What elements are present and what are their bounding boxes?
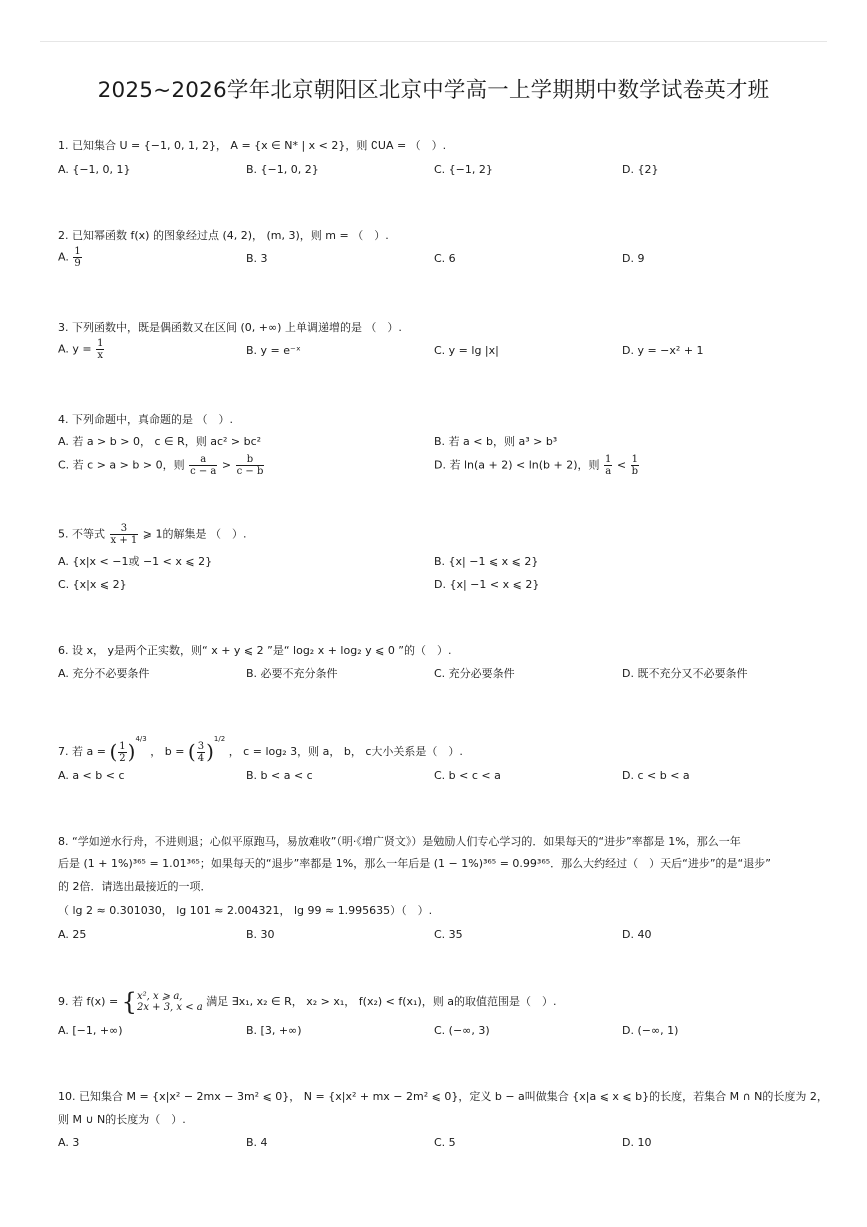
question-9-stem — [58, 990, 556, 1014]
comparison-sign: < — [616, 458, 627, 472]
question-3-option-c[interactable]: C. y = lg |x| — [434, 344, 499, 357]
question-9-option-c[interactable]: C. (−∞, 3) — [434, 1024, 490, 1037]
question-7-option-c[interactable]: C. b < c < a — [434, 769, 501, 782]
question-8-line-3: 的 2倍．请选出最接近的一项． — [58, 880, 212, 893]
denominator: x — [97, 350, 104, 361]
question-10-option-c[interactable]: C. 5 — [434, 1136, 456, 1149]
question-10-option-b[interactable]: B. 4 — [246, 1136, 268, 1149]
question-3-option-a[interactable] — [58, 338, 105, 361]
paren-open: ( — [109, 739, 118, 764]
fraction — [604, 454, 612, 477]
question-9-option-d[interactable]: D. (−∞, 1) — [622, 1024, 679, 1037]
question-6-option-b[interactable]: B. 必要不充分条件 — [246, 667, 338, 680]
question-1-option-b[interactable]: B. {−1, 0, 2} — [246, 163, 319, 176]
header-divider — [40, 41, 827, 42]
denominator: 2 — [119, 752, 126, 764]
paren-open: ( — [187, 739, 196, 764]
denominator: b — [631, 466, 639, 477]
question-1-stem: 1. 已知集合 U = {−1, 0, 1, 2}， A = {x ∈ N* | x < 2}，则 ∁UA = （ ）. — [58, 139, 447, 152]
question-7-option-a[interactable]: A. a < b < c — [58, 769, 125, 782]
stem-text: ⩾ 1的解集是 （ ）. — [142, 527, 247, 541]
brace: { — [121, 988, 137, 1016]
question-10-option-a[interactable]: A. 3 — [58, 1136, 80, 1149]
stem-text: 满足 ∃x₁, x₂ ∈ R， x₂ > x₁， f(x₂) < f(x₁)，则 a的取值范围是（ ）. — [206, 995, 557, 1008]
denominator: x + 1 — [110, 535, 138, 546]
question-10-line-1: 10. 已知集合 M = {x|x² − 2mx − 3m² ⩽ 0}， N = {x|x² + mx − 2m² ⩽ 0}，定义 b − a叫做集合 {x|a ⩽ x ⩽ b}的长度，若集合 M ∩ N的长度为 2， — [58, 1090, 828, 1103]
question-4-option-b[interactable]: B. 若 a < b，则 a³ > b³ — [434, 435, 558, 448]
question-2-option-d[interactable]: D. 9 — [622, 252, 645, 265]
fraction — [236, 454, 265, 477]
case-1: x², x ⩾ a, — [136, 991, 183, 1002]
question-1-option-c[interactable]: C. {−1, 2} — [434, 163, 493, 176]
question-5-option-c[interactable]: C. {x|x ⩽ 2} — [58, 578, 127, 591]
numerator: 3 — [197, 740, 205, 752]
paren-close: ) — [206, 739, 214, 764]
question-8-option-b[interactable]: B. 30 — [246, 928, 275, 941]
stem-text: 5. 不等式 — [58, 527, 105, 541]
question-8-option-c[interactable]: C. 35 — [434, 928, 463, 941]
question-8-line-2: 后是 (1 + 1%)³⁶⁵ = 1.01³⁶⁵；如果每天的“退步”率都是 1%，那么一年后是 (1 − 1%)³⁶⁵ = 0.99³⁶⁵．那么大约经过（ ）天后“进步”的是“退步” — [58, 857, 771, 870]
question-4-option-a[interactable]: A. 若 a > b > 0， c ∈ R，则 ac² > bc² — [58, 435, 262, 448]
question-2-option-a[interactable] — [58, 246, 83, 269]
question-3-option-b[interactable]: B. y = e⁻ˣ — [246, 344, 301, 357]
question-5-option-b[interactable]: B. {x| −1 ⩽ x ⩽ 2} — [434, 555, 539, 568]
question-9-option-b[interactable]: B. [3, +∞) — [246, 1024, 302, 1037]
question-6-option-d[interactable]: D. 既不充分又不必要条件 — [622, 667, 748, 680]
option-text: D. 若 ln(a + 2) < ln(b + 2)，则 — [434, 458, 600, 472]
question-7-option-d[interactable]: D. c < b < a — [622, 769, 690, 782]
numerator: 1 — [74, 246, 81, 257]
fraction — [73, 246, 81, 269]
denominator: c − a — [190, 466, 217, 477]
question-1-option-a[interactable]: A. {−1, 0, 1} — [58, 163, 131, 176]
fraction — [118, 741, 126, 764]
option-label: A. — [58, 250, 69, 264]
question-6-option-c[interactable]: C. 充分必要条件 — [434, 667, 515, 680]
piecewise-cases — [137, 991, 203, 1013]
question-5-stem — [58, 523, 246, 546]
question-8-option-d[interactable]: D. 40 — [622, 928, 652, 941]
question-5-option-a[interactable]: A. {x|x < −1或 −1 < x ⩽ 2} — [58, 555, 213, 568]
stem-text: ， c = log₂ 3，则 a， b， c大小关系是（ ）. — [228, 745, 463, 758]
paren-close: ) — [127, 739, 136, 764]
question-4-option-c[interactable] — [58, 454, 265, 477]
denominator: a — [605, 466, 612, 477]
question-8-option-a[interactable]: A. 25 — [58, 928, 87, 941]
question-6-stem: 6. 设 x， y是两个正实数，则“ x + y ⩽ 2 ”是“ log₂ x + log₂ y ⩽ 0 ”的（ ）. — [58, 644, 452, 657]
fraction — [110, 523, 139, 546]
exponent: 4/3 — [135, 735, 147, 743]
denominator: c − b — [236, 466, 264, 477]
question-9-option-a[interactable]: A. [−1, +∞) — [58, 1024, 123, 1037]
fraction — [197, 741, 205, 764]
question-7-option-b[interactable]: B. b < a < c — [246, 769, 313, 782]
numerator: 1 — [97, 338, 104, 349]
question-2-option-c[interactable]: C. 6 — [434, 252, 456, 265]
exponent: 1/2 — [213, 735, 226, 743]
fraction — [631, 454, 639, 477]
question-4-option-d[interactable] — [434, 454, 640, 477]
question-10-option-d[interactable]: D. 10 — [622, 1136, 652, 1149]
numerator: 3 — [110, 523, 139, 535]
case-2: 2x + 3, x < a — [136, 1002, 203, 1013]
question-8-line-4: （ lg 2 ≈ 0.301030， lg 101 ≈ 2.004321， lg 99 ≈ 1.995635）（ ）. — [58, 904, 433, 917]
denominator: 9 — [74, 258, 81, 269]
denominator: 4 — [197, 752, 205, 764]
option-text: C. 若 c > a > b > 0，则 — [58, 458, 185, 472]
question-2-option-b[interactable]: B. 3 — [246, 252, 268, 265]
question-6-option-a[interactable]: A. 充分不必要条件 — [58, 667, 150, 680]
question-3-stem: 3. 下列函数中，既是偶函数又在区间 (0, +∞) 上单调递增的是 （ ）. — [58, 321, 402, 334]
question-1-option-d[interactable]: D. {2} — [622, 163, 659, 176]
stem-text: 9. 若 f(x) = — [58, 995, 119, 1008]
fraction — [96, 338, 104, 361]
numerator: a — [189, 454, 217, 466]
numerator: b — [236, 454, 265, 466]
question-8-line-1: 8. “学如逆水行舟，不进则退；心似平原跑马，易放难收”（明·《增广贤文》）是勉励人们专心学习的．如果每天的“进步”率都是 1%，那么一年 — [58, 835, 741, 848]
comparison-sign: > — [221, 458, 232, 472]
page-title: 2025~2026学年北京朝阳区北京中学高一上学期期中数学试卷英才班 — [97, 78, 770, 103]
question-2-stem: 2. 已知幂函数 f(x) 的图象经过点 (4, 2)， (m, 3)，则 m = （ ）. — [58, 229, 389, 242]
fraction — [189, 454, 217, 477]
stem-text: ， b = — [150, 745, 185, 758]
stem-text: 7. 若 a = — [58, 745, 106, 758]
numerator: 1 — [119, 740, 126, 752]
question-4-stem: 4. 下列命题中，真命题的是 （ ）. — [58, 413, 233, 426]
numerator: 1 — [631, 454, 639, 465]
question-7-stem — [58, 732, 463, 764]
question-3-option-d[interactable]: D. y = −x² + 1 — [622, 344, 704, 357]
numerator: 1 — [605, 454, 612, 465]
option-label: A. y = — [58, 342, 92, 356]
question-10-line-2: 则 M ∪ N的长度为（ ）. — [58, 1113, 186, 1126]
question-5-option-d[interactable]: D. {x| −1 < x ⩽ 2} — [434, 578, 540, 591]
